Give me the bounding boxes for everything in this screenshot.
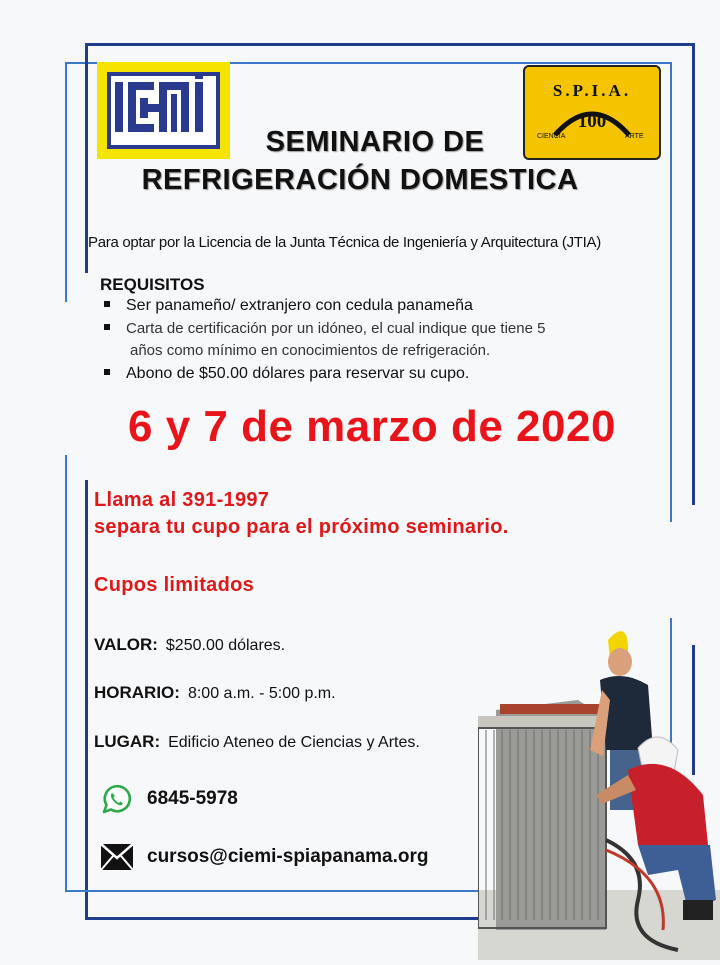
value-text: $250.00 dólares. bbox=[165, 637, 286, 654]
bullet-icon bbox=[104, 369, 110, 375]
schedule-row bbox=[94, 683, 336, 703]
phone-number[interactable]: 6845-5978 bbox=[147, 788, 238, 809]
schedule-text: 8:00 a.m. - 5:00 p.m. bbox=[187, 685, 336, 702]
value-row bbox=[94, 635, 285, 655]
bullet-icon bbox=[104, 324, 110, 330]
subtitle: Para optar por la Licencia de la Junta Técnica de Ingeniería y Arquitectura (JTIA) bbox=[88, 234, 601, 251]
requirement-text-continued: años como mínimo en conocimientos de refrigeración. bbox=[130, 342, 491, 359]
spia-logo-text: S.P.I.A. bbox=[552, 81, 632, 100]
bullet-icon bbox=[104, 301, 110, 307]
whatsapp-icon bbox=[100, 783, 133, 821]
frame-left-lower-inner-line bbox=[85, 480, 88, 920]
email-address[interactable]: cursos@ciemi-spiapanama.org bbox=[147, 846, 429, 867]
place-label: LUGAR: bbox=[94, 732, 161, 751]
mail-icon bbox=[100, 843, 134, 876]
frame-right-line bbox=[692, 43, 695, 505]
title-line1: SEMINARIO DE bbox=[265, 126, 485, 158]
call-line-2: separa tu cupo para el próximo seminario. bbox=[94, 516, 509, 538]
call-line-1: Llama al 391-1997 bbox=[94, 489, 270, 511]
requirement-item-2 bbox=[104, 318, 545, 362]
frame-bottom-line bbox=[65, 890, 485, 892]
requirement-item-1 bbox=[104, 297, 473, 315]
place-row bbox=[94, 732, 420, 752]
requirement-item-3 bbox=[104, 365, 469, 383]
place-text: Edificio Ateneo de Ciencias y Artes. bbox=[168, 734, 420, 751]
spia-logo-left-word: CIENCIA bbox=[537, 133, 566, 140]
limited-spots: Cupos limitados bbox=[94, 574, 255, 596]
requirement-text: Abono de $50.00 dólares para reservar su cupo. bbox=[126, 365, 470, 382]
frame-bottom-inner-line bbox=[85, 917, 485, 920]
frame-left-lower-line bbox=[65, 455, 67, 892]
spia-logo-right-word: ARTE bbox=[625, 133, 644, 140]
requirement-text: Carta de certificación por un idóneo, el cual indique que tiene 5 bbox=[126, 320, 546, 337]
schedule-label: HORARIO: bbox=[94, 683, 180, 702]
requirements-title: REQUISITOS bbox=[100, 275, 205, 294]
event-date: 6 y 7 de marzo de 2020 bbox=[128, 402, 616, 451]
value-label: VALOR: bbox=[94, 635, 158, 654]
title-line2: REFRIGERACIÓN DOMESTICA bbox=[141, 164, 579, 196]
frame-top-line bbox=[85, 43, 695, 46]
technicians-photo bbox=[478, 600, 720, 960]
requirement-text: Ser panameño/ extranjero con cedula panameña bbox=[126, 297, 473, 314]
spia-logo-number: 100 bbox=[577, 111, 607, 132]
